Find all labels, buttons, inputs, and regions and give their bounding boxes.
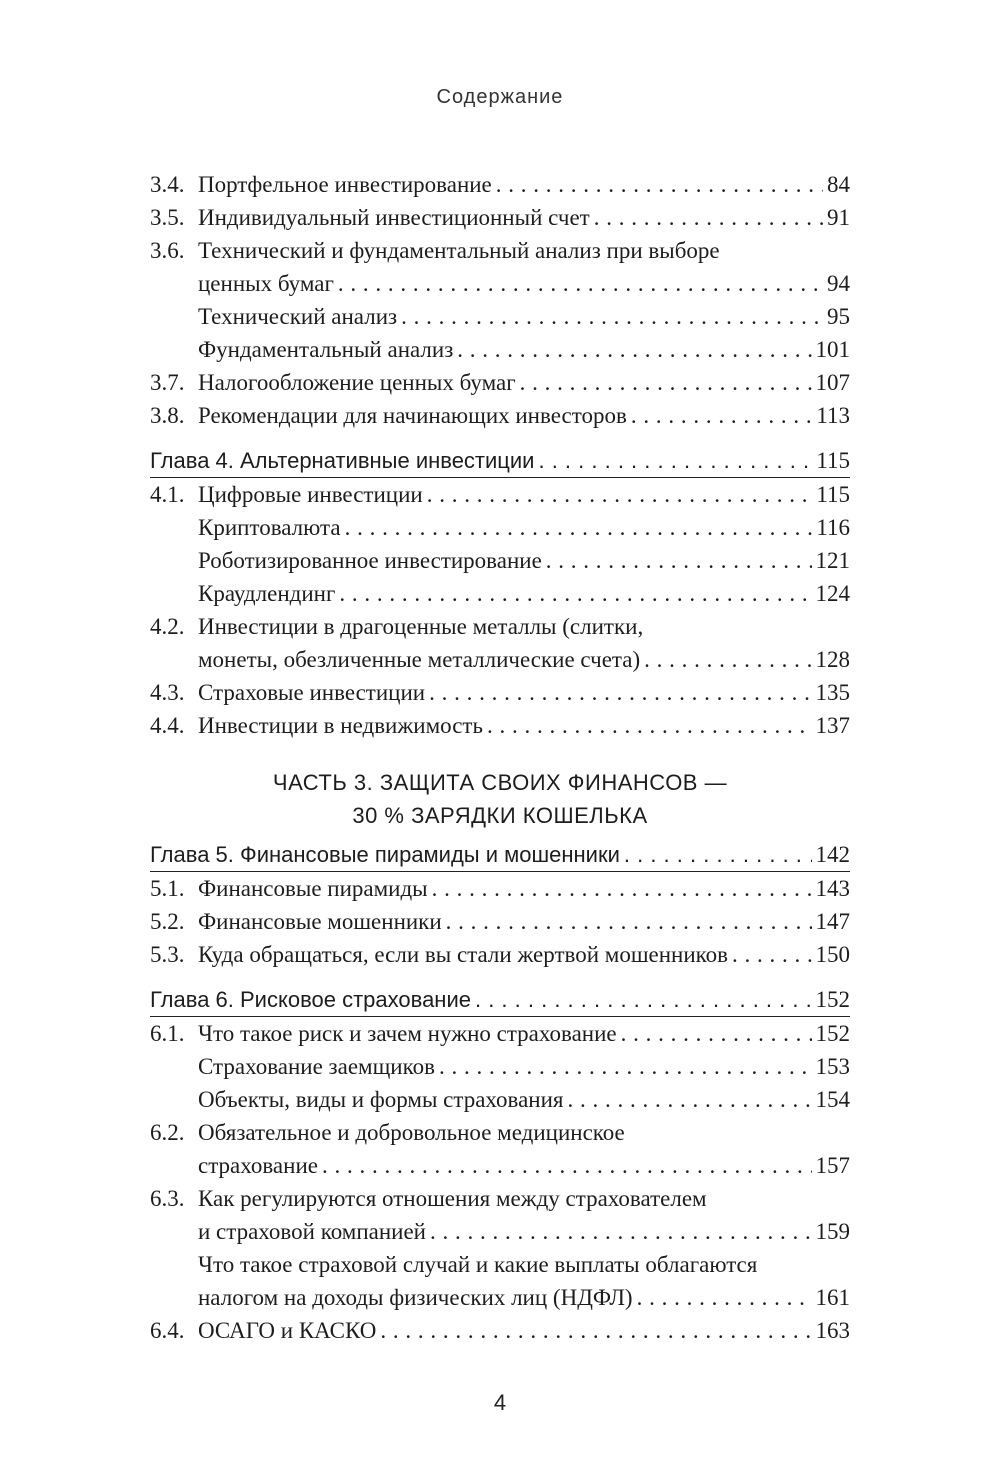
dot-leader	[538, 444, 812, 477]
page-ref: 153	[815, 1054, 850, 1079]
dot-leader	[429, 676, 811, 709]
page-ref: 84	[827, 172, 850, 197]
page-ref: 152	[815, 1021, 850, 1046]
page-ref: 95	[827, 304, 850, 329]
toc-entry-5-3[interactable]	[150, 938, 850, 971]
toc-entry-6-2[interactable]	[150, 1116, 850, 1182]
chapter-title: Глава 6. Рисковое страхование	[150, 987, 471, 1012]
toc-entry-6-3[interactable]	[150, 1182, 850, 1248]
section-number: 6.4.	[150, 1318, 185, 1343]
section-title-line1: Технический и фундаментальный анализ при выборе	[198, 238, 720, 263]
part-title-line1: ЧАСТЬ 3. ЗАЩИТА СВОИХ ФИНАНСОВ —	[272, 770, 728, 795]
section-number: 6.3.	[150, 1186, 185, 1211]
dot-leader	[637, 1281, 812, 1314]
dot-leader	[446, 905, 812, 938]
toc-entry-3-6[interactable]	[150, 234, 850, 300]
section-number: 3.7.	[150, 370, 185, 395]
page-ref: 142	[815, 842, 850, 867]
section-number: 6.2.	[150, 1120, 185, 1145]
page-ref: 94	[827, 271, 850, 296]
dot-leader	[339, 577, 811, 610]
page-ref: 147	[815, 909, 850, 934]
page-ref: 116	[816, 515, 850, 540]
toc-entry-4-4[interactable]	[150, 709, 850, 742]
dot-leader	[322, 1149, 812, 1182]
dot-leader	[380, 1314, 811, 1347]
section-number: 4.2.	[150, 614, 185, 639]
toc-subentry-robo-investing[interactable]	[150, 544, 850, 577]
toc-subentry-crypto[interactable]	[150, 511, 850, 544]
dot-leader	[546, 544, 812, 577]
running-header: Содержание	[436, 86, 564, 108]
dot-leader	[457, 333, 811, 366]
section-title: Рекомендации для начинающих инвесторов	[198, 403, 627, 428]
page-ref: 159	[815, 1219, 850, 1244]
page-ref: 128	[815, 647, 850, 672]
subsection-title: Роботизированное инвестирование	[198, 548, 542, 573]
subsection-title: Криптовалюта	[198, 515, 341, 540]
section-title: Финансовые мошенники	[198, 909, 442, 934]
page-ref: 113	[816, 403, 850, 428]
section-title-line1: Как регулируются отношения между страхователем	[198, 1186, 707, 1211]
toc-entry-3-4[interactable]	[150, 168, 850, 201]
dot-leader	[631, 399, 813, 432]
section-title-line1: Инвестиции в драгоценные металлы (слитки,	[198, 614, 644, 639]
page-ref: 115	[816, 448, 850, 473]
toc-entry-3-5[interactable]	[150, 201, 850, 234]
toc-entry-4-1[interactable]	[150, 478, 850, 511]
page-ref: 163	[815, 1318, 850, 1343]
section-title: Портфельное инвестирование	[198, 172, 492, 197]
page-ref: 154	[815, 1087, 850, 1112]
section-title-line2: ценных бумаг	[198, 271, 334, 296]
dot-leader	[594, 201, 823, 234]
toc-entry-3-8[interactable]	[150, 399, 850, 432]
page-ref: 152	[815, 987, 850, 1012]
dot-leader	[621, 1017, 812, 1050]
page-ref: 101	[815, 337, 850, 362]
dot-leader	[427, 478, 813, 511]
subsection-title: Объекты, виды и формы страхования	[198, 1087, 564, 1112]
toc-subentry-insurance-types[interactable]	[150, 1083, 850, 1116]
page-ref: 115	[816, 482, 850, 507]
dot-leader	[624, 838, 812, 871]
toc-entry-4-2[interactable]	[150, 610, 850, 676]
page-ref: 150	[815, 942, 850, 967]
section-number: 6.1.	[150, 1021, 185, 1046]
section-number: 3.5.	[150, 205, 185, 230]
section-title: Инвестиции в недвижимость	[198, 713, 483, 738]
page-ref: 135	[815, 680, 850, 705]
toc-entry-5-2[interactable]	[150, 905, 850, 938]
section-title: Финансовые пирамиды	[198, 876, 428, 901]
dot-leader	[401, 300, 823, 333]
toc-chapter-4[interactable]	[150, 444, 850, 477]
section-title: Налогообложение ценных бумаг	[198, 370, 516, 395]
subsection-title: Страхование заемщиков	[198, 1054, 435, 1079]
dot-leader	[496, 168, 823, 201]
page-ref: 124	[815, 581, 850, 606]
dot-leader	[520, 366, 812, 399]
section-number: 4.4.	[150, 713, 185, 738]
subsection-title: Технический анализ	[198, 304, 398, 329]
section-title: Что такое риск и зачем нужно страхование	[198, 1021, 617, 1046]
toc-entry-6-4[interactable]	[150, 1314, 850, 1347]
section-title-line2: и страховой компанией	[198, 1219, 426, 1244]
section-number: 4.3.	[150, 680, 185, 705]
dot-leader	[338, 267, 823, 300]
subsection-title-line1: Что такое страховой случай и какие выплаты облагаются	[198, 1252, 758, 1277]
part-title-line2: 30 % ЗАРЯДКИ КОШЕЛЬКА	[352, 803, 648, 828]
page-number: 4	[493, 1390, 507, 1415]
toc-entry-6-1[interactable]	[150, 1017, 850, 1050]
dot-leader	[430, 1215, 812, 1248]
toc-chapter-6[interactable]	[150, 983, 850, 1016]
dot-leader	[732, 938, 811, 971]
section-title-line2: страхование	[198, 1153, 318, 1178]
page-ref: 91	[827, 205, 850, 230]
toc-entry-5-1[interactable]	[150, 872, 850, 905]
toc-chapter-5[interactable]	[150, 838, 850, 871]
section-number: 3.8.	[150, 403, 185, 428]
part-3-heading	[150, 766, 850, 832]
dot-leader	[568, 1083, 812, 1116]
table-of-contents	[150, 168, 850, 1347]
section-title: Куда обращаться, если вы стали жертвой мошенников	[198, 942, 729, 967]
page-ref: 107	[815, 370, 850, 395]
toc-subentry-fundamental-analysis[interactable]	[150, 333, 850, 366]
subsection-title-line2: налогом на доходы физических лиц (НДФЛ)	[198, 1285, 633, 1310]
dot-leader	[432, 872, 812, 905]
page-ref: 143	[815, 876, 850, 901]
toc-entry-3-7[interactable]	[150, 366, 850, 399]
section-number: 3.6.	[150, 238, 185, 263]
dot-leader	[644, 643, 811, 676]
toc-subentry-borrower-insurance[interactable]	[150, 1050, 850, 1083]
page-ref: 137	[815, 713, 850, 738]
page-ref: 121	[815, 548, 850, 573]
page-ref: 157	[815, 1153, 850, 1178]
toc-subentry-insured-event[interactable]	[150, 1248, 850, 1314]
section-title: ОСАГО и КАСКО	[198, 1318, 377, 1343]
subsection-title: Краудлендинг	[198, 581, 336, 606]
dot-leader	[345, 511, 813, 544]
subsection-title: Фундаментальный анализ	[198, 337, 454, 362]
section-number: 4.1.	[150, 482, 185, 507]
dot-leader	[475, 983, 812, 1016]
section-title: Цифровые инвестиции	[198, 482, 423, 507]
section-number: 5.1.	[150, 876, 185, 901]
section-title: Страховые инвестиции	[198, 680, 426, 705]
page-ref: 161	[815, 1285, 850, 1310]
section-number: 3.4.	[150, 172, 185, 197]
section-title: Индивидуальный инвестиционный счет	[198, 205, 590, 230]
section-title-line2: монеты, обезличенные металлические счета)	[198, 647, 641, 672]
toc-entry-4-3[interactable]	[150, 676, 850, 709]
chapter-title: Глава 5. Финансовые пирамиды и мошенники	[150, 842, 620, 867]
chapter-title: Глава 4. Альтернативные инвестиции	[150, 448, 535, 473]
toc-subentry-technical-analysis[interactable]	[150, 300, 850, 333]
toc-subentry-crowdlending[interactable]	[150, 577, 850, 610]
section-number: 5.2.	[150, 909, 185, 934]
section-number: 5.3.	[150, 942, 185, 967]
dot-leader	[439, 1050, 812, 1083]
dot-leader	[487, 709, 812, 742]
section-title-line1: Обязательное и добровольное медицинское	[198, 1120, 625, 1145]
